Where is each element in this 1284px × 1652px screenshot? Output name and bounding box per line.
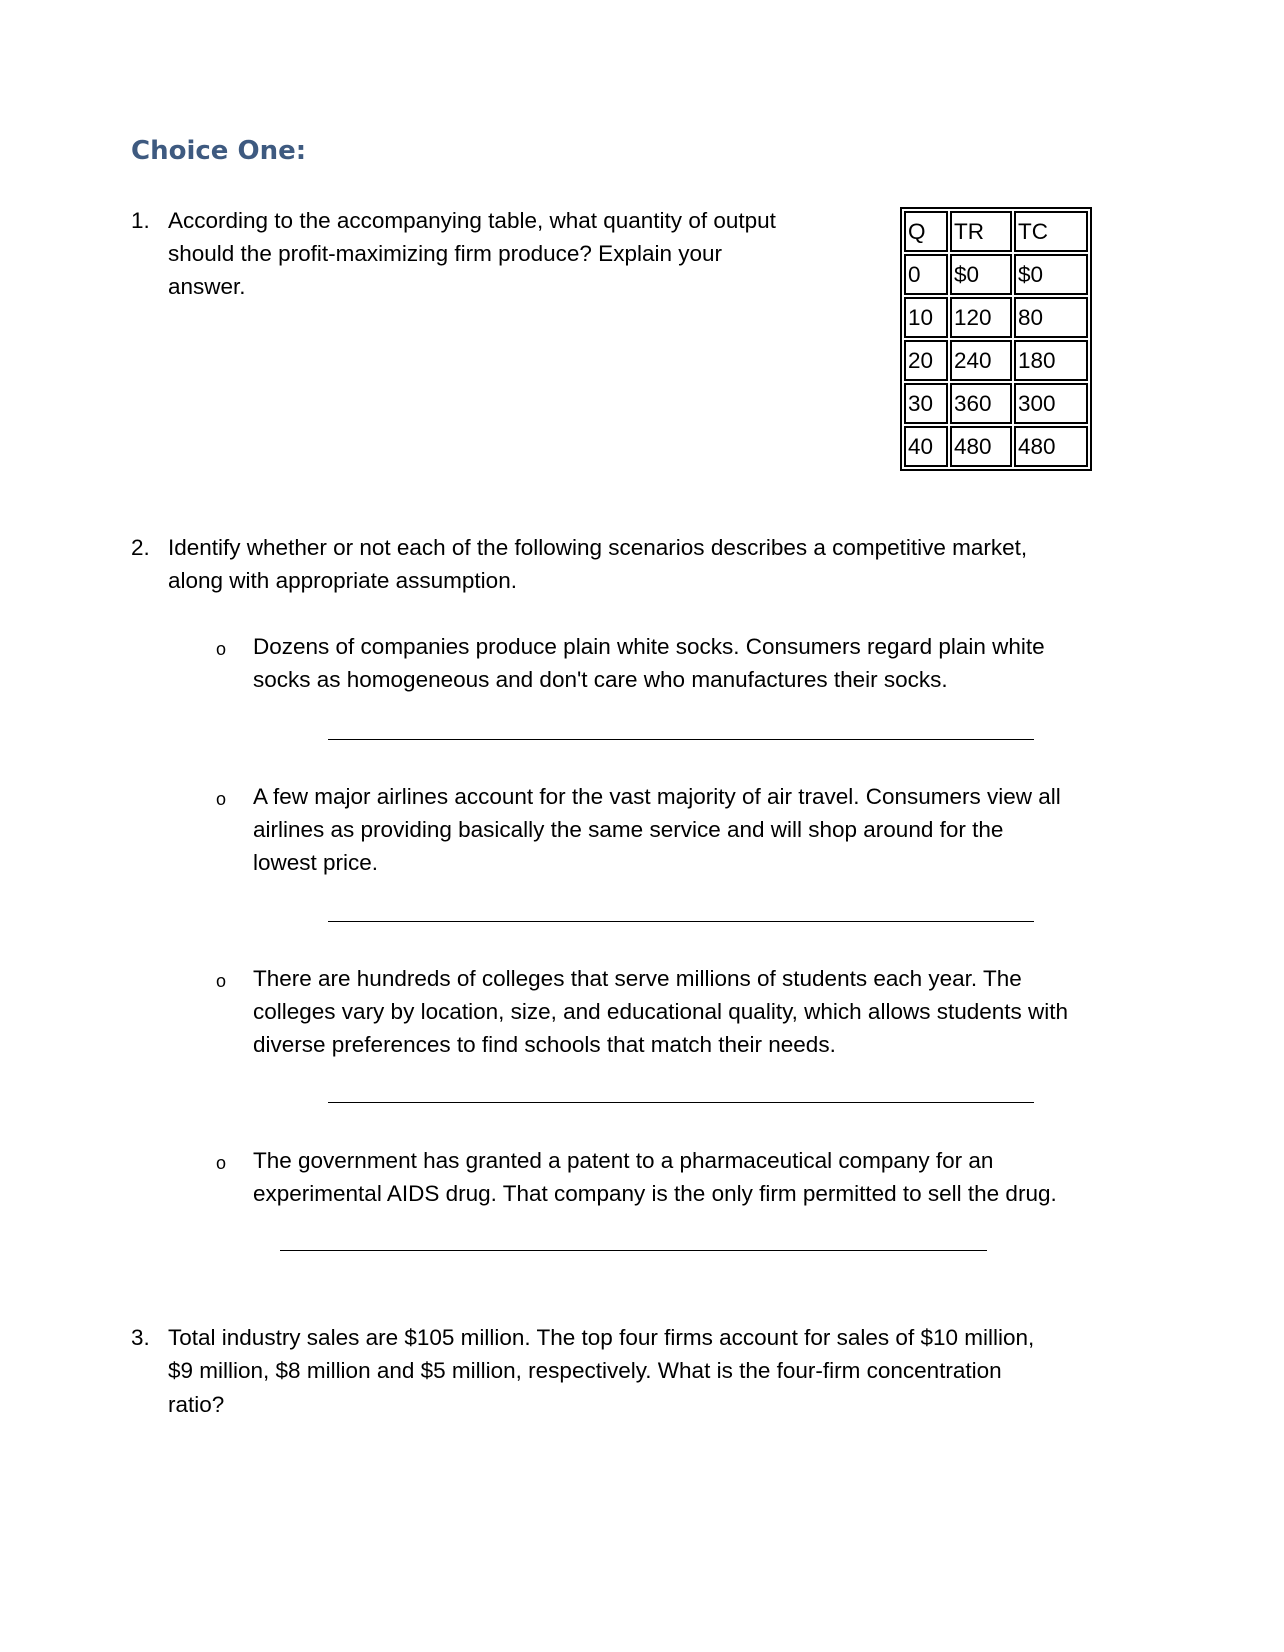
bullet-icon: o <box>216 789 227 809</box>
answer-line[interactable] <box>280 1250 987 1251</box>
table-row <box>904 383 1088 424</box>
table-row <box>904 297 1088 338</box>
scenario-text-line: A few major airlines account for the vast majority of air travel. Consumers view all <box>253 784 1061 809</box>
question-text-line: According to the accompanying table, what quantity of output <box>168 208 776 233</box>
question-number: 3. <box>131 1325 150 1350</box>
table-cell: 40 <box>904 426 948 467</box>
question-text-line: answer. <box>168 274 246 299</box>
answer-line[interactable] <box>328 1102 1034 1103</box>
scenario-text-line: socks as homogeneous and don't care who manufactures their socks. <box>253 667 948 692</box>
question-text-line: Identify whether or not each of the following scenarios describes a competitive market, <box>168 535 1028 560</box>
table-row <box>904 254 1088 295</box>
scenario-text-line: diverse preferences to find schools that match their needs. <box>253 1032 836 1057</box>
scenario-text-line: lowest price. <box>253 850 379 875</box>
table-cell: 120 <box>950 297 1012 338</box>
table-cell: $0 <box>950 254 1012 295</box>
question-text-line: Total industry sales are $105 million. The top four firms account for sales of $10 million, <box>168 1325 1035 1350</box>
table-cell: 240 <box>950 340 1012 381</box>
section-title: Choice One: <box>131 136 307 166</box>
header-cell: Q <box>904 211 948 252</box>
question-number: 2. <box>131 535 150 560</box>
scenario-text-line: experimental AIDS drug. That company is the only firm permitted to sell the drug. <box>253 1181 1057 1206</box>
answer-line[interactable] <box>328 921 1034 922</box>
answer-line[interactable] <box>328 739 1034 740</box>
table-row <box>904 340 1088 381</box>
table-cell: 480 <box>1014 426 1088 467</box>
bullet-icon: o <box>216 971 227 991</box>
table-header-row <box>904 211 1088 252</box>
bullet-icon: o <box>216 639 227 659</box>
scenario-text-line: Dozens of companies produce plain white socks. Consumers regard plain white <box>253 634 1045 659</box>
question-text-line: should the profit-maximizing firm produce? Explain your <box>168 241 722 266</box>
revenue-cost-table <box>900 207 1092 471</box>
table-row <box>904 426 1088 467</box>
table-cell: 480 <box>950 426 1012 467</box>
question-text-line: ratio? <box>168 1392 225 1417</box>
table-cell: 30 <box>904 383 948 424</box>
table-cell: $0 <box>1014 254 1088 295</box>
scenario-text-line: airlines as providing basically the same service and will shop around for the <box>253 817 1004 842</box>
scenario-text-line: The government has granted a patent to a pharmaceutical company for an <box>253 1148 994 1173</box>
table-cell: 180 <box>1014 340 1088 381</box>
table-cell: 0 <box>904 254 948 295</box>
header-cell: TR <box>950 211 1012 252</box>
scenario-text-line: There are hundreds of colleges that serve millions of students each year. The <box>253 966 1022 991</box>
table-cell: 80 <box>1014 297 1088 338</box>
question-text-line: along with appropriate assumption. <box>168 568 517 593</box>
table-cell: 10 <box>904 297 948 338</box>
scenario-text-line: colleges vary by location, size, and educational quality, which allows students with <box>253 999 1069 1024</box>
question-text-line: $9 million, $8 million and $5 million, respectively. What is the four-firm concentration <box>168 1358 1002 1383</box>
table-cell: 20 <box>904 340 948 381</box>
table-cell: 300 <box>1014 383 1088 424</box>
table-cell: 360 <box>950 383 1012 424</box>
header-cell: TC <box>1014 211 1088 252</box>
question-number: 1. <box>131 208 150 233</box>
bullet-icon: o <box>216 1153 227 1173</box>
